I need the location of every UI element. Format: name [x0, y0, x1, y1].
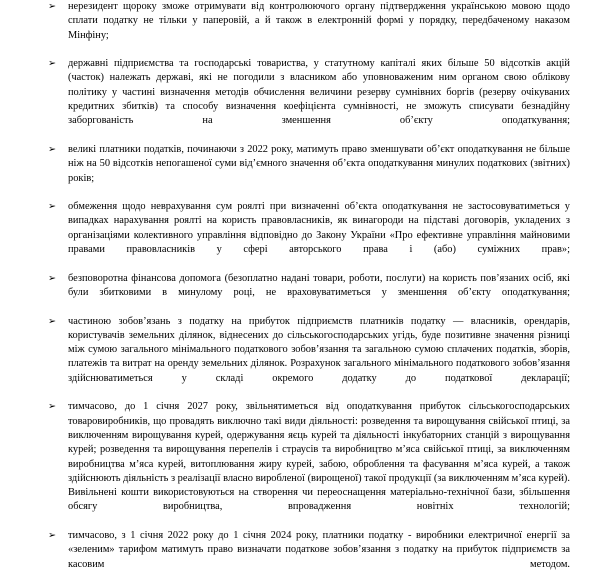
arrowhead-bullet-icon: ➢: [48, 1, 57, 12]
list-item-text: безповоротна фінансова допомога (безоплатно надані товари, роботи, послуги) на користь пов’язаних осіб, які були збитковими в минулому році, не враховуватиметься у зменшення об’єкту оподаткування;: [68, 272, 570, 298]
arrowhead-bullet-icon: ➢: [48, 529, 57, 541]
arrowhead-bullet-icon: ➢: [48, 58, 57, 70]
list-item: [48, 400, 570, 529]
list-item: [48, 529, 570, 586]
arrowhead-bullet-icon: ➢: [48, 315, 57, 327]
list-item: [48, 200, 570, 271]
arrowhead-bullet-icon: ➢: [48, 143, 57, 155]
arrowhead-bullet-icon: ➢: [48, 201, 57, 213]
list-item: [48, 272, 570, 315]
arrowhead-bullet-icon: ➢: [48, 272, 57, 284]
list-item-text: тимчасово, до 1 січня 2027 року, звільнятиметься від оподаткування прибуток сільськогосподарських товаровиробників, що провадять виключно такі види діяльності: розведення та вирощування свійської птиці, за виключенням вирощування курей, одержування яєць курей та діяльності інкубаторних станцій з вирощування курей; розведення та вирощування перепелів і страусів та виробництво м’яса свійської птиці, за виключенням виробництва м’яса курей, витоплювання жиру курей, забою, оброблення та фасування м’яса курей, а також здійснюють діяльність з реалізації власно виробленої (вирощеної) такої продукції (за виключенням м’яса курей). Вивільнені кошти використовуються на створення чи переоснащення матеріально-технічної бази, збільшення обсягу виробництва, впровадження новітніх технологій;: [68, 401, 570, 513]
list-item-text: тимчасово, з 1 січня 2022 року до 1 січня 2024 року, платники податку - виробники електричної енергії за «зеленим» тарифом матимуть право визначати податкове зобов’язання з податку на прибуток підприємств за касовим методом.: [68, 529, 570, 570]
list-item-text: частиною зобов’язань з податку на прибуток підприємств платників податку — власників, орендарів, користувачів земельних ділянок, віднесених до сільськогосподарських угідь, буде позитивне значення різниці між сумою загального мінімального податкового зобов’язання та загальною сумою сплачених податків, зборів, платежів та витрат на оренду земельних ділянок. Розрахунок загального мінімального податкового зобов’язання здійснюватиметься у складі окремого додатку до податкової декларації;: [68, 315, 570, 384]
list-item-text: нерезидент щороку зможе отримувати від контролюючого органу підтвердження українською мовою щодо сплати податку не тільки у паперовій, а й також в електронній формі у порядку, передбаченому наказом Мінфіну;: [68, 1, 570, 41]
list-item-text: державні підприємства та господарські товариства, у статутному капіталі яких більше 50 відсотків акцій (часток) належать державі, які не погодили з власником або уповноваженим ним органом свою облікову політику у частині визначення методів обчислення величини резерву сумнівних боргів (резерву очікуваних кредитних збитків) та способу визначення коефіцієнта сумнівності, не зможуть списувати безнадійну заборгованість на зменшення об’єкту оподаткування;: [68, 58, 570, 127]
list-item: [48, 315, 570, 401]
list-item-text: великі платники податків, починаючи з 2022 року, матимуть право зменшувати об’єкт оподаткування не більше ніж на 50 відсотків непогашеної суми від’ємного значення об’єкта оподаткування минулих податкових (звітних) років;: [68, 143, 570, 184]
bulleted-provision-list: [48, 0, 570, 586]
list-item: [48, 57, 570, 143]
list-item-text: обмеження щодо неврахування сум роялті при визначенні об’єкта оподаткування не застосовуватиметься у випадках нарахування роялті на користь правовласників, як винагороди на підставі договорів, укладених з організаціями колективного управління відповідно до Закону України «Про ефективне управління майновими правами правовласників у сфері авторського права і (або) суміжних прав»;: [68, 201, 570, 256]
arrowhead-bullet-icon: ➢: [48, 401, 57, 413]
list-item: [48, 0, 570, 57]
list-item: [48, 143, 570, 200]
